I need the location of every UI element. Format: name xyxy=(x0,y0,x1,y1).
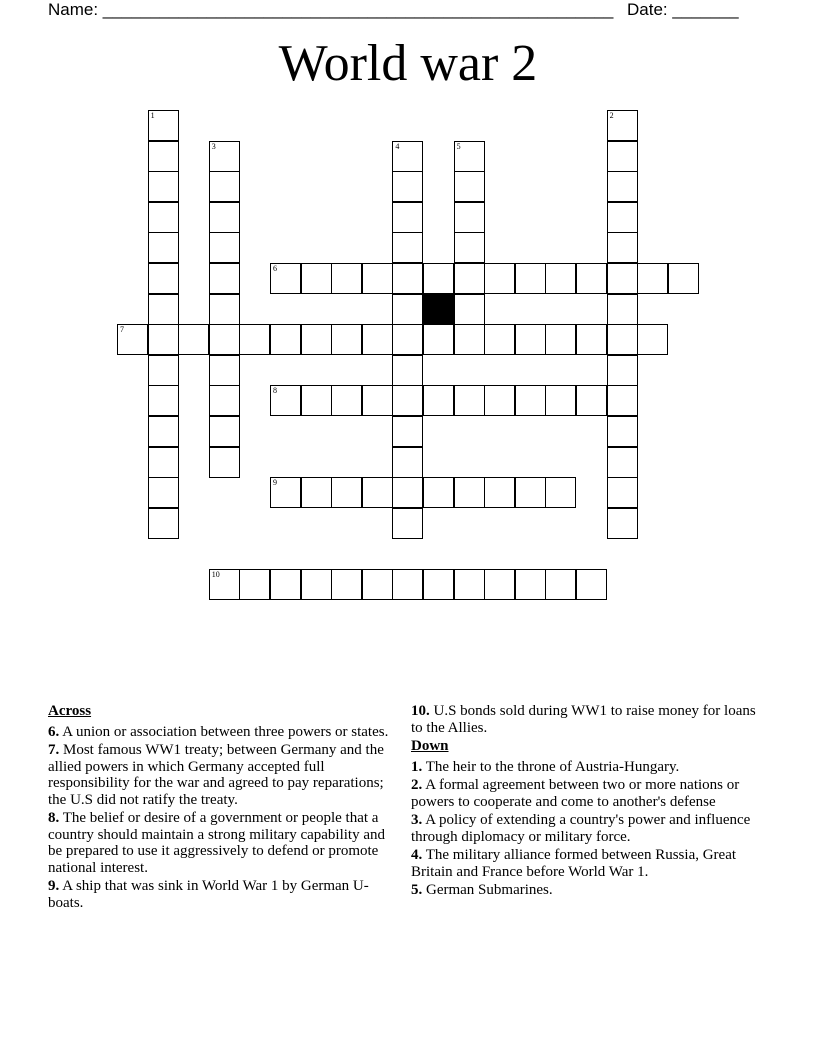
crossword-cell[interactable] xyxy=(515,569,546,600)
crossword-cell[interactable] xyxy=(148,508,179,539)
clue-text: The military alliance formed between Russia, Great Britain and France before World War 1. xyxy=(411,847,737,880)
crossword-cell[interactable] xyxy=(148,385,179,416)
crossword-cell[interactable] xyxy=(392,416,423,447)
clue-text: The belief or desire of a government or people that a country should maintain a strong military capability and be prepared to use it aggressively to defend or promote national interest. xyxy=(48,810,386,876)
crossword-cell[interactable] xyxy=(607,294,638,325)
crossword-cell[interactable] xyxy=(484,569,515,600)
crossword-cell[interactable] xyxy=(301,477,332,508)
clue-number: 4. xyxy=(411,847,423,863)
crossword-cell[interactable] xyxy=(454,232,485,263)
crossword-cell[interactable] xyxy=(576,263,607,294)
crossword-cell[interactable] xyxy=(270,569,301,600)
crossword-cell[interactable] xyxy=(423,324,454,355)
crossword-cell[interactable] xyxy=(148,263,179,294)
clue-down-2 xyxy=(411,777,761,810)
clue-number: 2. xyxy=(411,777,423,793)
crossword-cell[interactable] xyxy=(362,569,393,600)
cell-number: 9 xyxy=(273,478,277,488)
clue-across-10 xyxy=(411,703,761,736)
cell-number: 8 xyxy=(273,386,277,396)
clue-down-5 xyxy=(411,882,761,899)
crossword-cell[interactable] xyxy=(362,324,393,355)
name-field-label[interactable]: Name: ______________________________________________________ xyxy=(48,0,614,19)
cell-number: 1 xyxy=(150,111,155,120)
crossword-cell[interactable] xyxy=(148,202,179,233)
crossword-cell[interactable] xyxy=(484,263,515,294)
crossword-cell[interactable] xyxy=(515,263,546,294)
crossword-cell[interactable] xyxy=(392,355,423,386)
crossword-cell[interactable] xyxy=(209,447,240,478)
crossword-cell[interactable] xyxy=(301,324,332,355)
across-heading: Across xyxy=(48,703,92,719)
clue-text: German Submarines. xyxy=(426,882,553,898)
crossword-cell[interactable] xyxy=(423,477,454,508)
clue-number: 10. xyxy=(411,703,430,719)
crossword-cell[interactable] xyxy=(392,385,423,416)
crossword-cell-1[interactable] xyxy=(148,110,179,141)
crossword-cell[interactable] xyxy=(392,232,423,263)
crossword-cell[interactable] xyxy=(239,569,270,600)
cell-number: 5 xyxy=(456,141,461,151)
clue-across-7 xyxy=(48,742,396,808)
crossword-cell[interactable] xyxy=(178,324,209,355)
crossword-cell[interactable] xyxy=(301,263,332,294)
crossword-cell-7[interactable] xyxy=(117,324,148,355)
crossword-cell[interactable] xyxy=(607,416,638,447)
crossword-cell-6[interactable] xyxy=(270,263,301,294)
crossword-cell[interactable] xyxy=(607,447,638,478)
crossword-cell[interactable] xyxy=(209,385,240,416)
crossword-cell[interactable] xyxy=(392,263,423,294)
crossword-cell[interactable] xyxy=(454,294,485,325)
clue-across-9 xyxy=(48,878,396,911)
crossword-cell[interactable] xyxy=(331,569,362,600)
crossword-cell[interactable] xyxy=(209,416,240,447)
clue-text: The heir to the throne of Austria-Hungary. xyxy=(425,758,680,775)
crossword-cell[interactable] xyxy=(515,477,546,508)
crossword-cell[interactable] xyxy=(515,385,546,416)
clue-text: Most famous WW1 treaty; between Germany and the allied powers in which Germany accepted full responsibility for the war and agreed to pay reparations; the U.S did not ratify the treaty. xyxy=(48,742,384,808)
crossword-cell[interactable] xyxy=(392,202,423,233)
clue-across-6 xyxy=(48,724,396,741)
cell-number: 3 xyxy=(211,141,216,151)
crossword-cell[interactable] xyxy=(392,171,423,202)
crossword-cell[interactable] xyxy=(454,569,485,600)
crossword-cell[interactable] xyxy=(148,294,179,325)
crossword-cell[interactable] xyxy=(148,171,179,202)
clue-number: 9. xyxy=(48,878,60,894)
crossword-cell[interactable] xyxy=(607,324,638,355)
clue-number: 8. xyxy=(48,810,60,826)
crossword-cell[interactable] xyxy=(209,202,240,233)
clue-text: A formal agreement between two or more nations or powers to cooperate and come to another's defense xyxy=(411,777,740,810)
crossword-cell[interactable] xyxy=(637,263,668,294)
down-heading: Down xyxy=(411,738,449,754)
crossword-cell[interactable] xyxy=(607,232,638,263)
crossword-cell[interactable] xyxy=(392,294,423,325)
crossword-cell[interactable] xyxy=(607,141,638,172)
crossword-cell[interactable] xyxy=(148,355,179,386)
crossword-cell[interactable] xyxy=(209,355,240,386)
crossword-cell[interactable] xyxy=(515,324,546,355)
crossword-cell[interactable] xyxy=(484,477,515,508)
crossword-cell[interactable] xyxy=(331,385,362,416)
crossword-cell[interactable] xyxy=(148,232,179,263)
crossword-cell-10[interactable] xyxy=(209,569,240,600)
crossword-cell[interactable] xyxy=(331,477,362,508)
crossword-cell[interactable] xyxy=(209,324,240,355)
crossword-cell[interactable] xyxy=(392,477,423,508)
crossword-cell[interactable] xyxy=(454,171,485,202)
crossword-cell[interactable] xyxy=(331,324,362,355)
crossword-cell-8[interactable] xyxy=(270,385,301,416)
cell-number: 10 xyxy=(211,570,220,579)
crossword-cell[interactable] xyxy=(576,385,607,416)
crossword-cell[interactable] xyxy=(484,385,515,416)
crossword-cell[interactable] xyxy=(607,477,638,508)
crossword-cell[interactable] xyxy=(545,569,576,600)
blocked-cell xyxy=(423,294,454,325)
crossword-cell[interactable] xyxy=(148,324,179,355)
crossword-cell[interactable] xyxy=(607,263,638,294)
clue-number: 5. xyxy=(411,882,423,898)
crossword-cell[interactable] xyxy=(454,324,485,355)
crossword-cell[interactable] xyxy=(668,263,699,294)
crossword-cell[interactable] xyxy=(209,171,240,202)
crossword-cell[interactable] xyxy=(423,385,454,416)
crossword-cell[interactable] xyxy=(576,324,607,355)
crossword-cell-2[interactable] xyxy=(607,110,638,141)
crossword-cell[interactable] xyxy=(484,324,515,355)
crossword-cell[interactable] xyxy=(148,477,179,508)
crossword-cell[interactable] xyxy=(209,263,240,294)
cell-number: 6 xyxy=(273,264,277,273)
crossword-cell[interactable] xyxy=(148,416,179,447)
crossword-cell[interactable] xyxy=(362,385,393,416)
clue-down-4 xyxy=(411,847,761,880)
crossword-cell[interactable] xyxy=(545,477,576,508)
crossword-cell[interactable] xyxy=(423,569,454,600)
crossword-cell[interactable] xyxy=(392,447,423,478)
crossword-cell[interactable] xyxy=(607,171,638,202)
crossword-cell-5[interactable] xyxy=(454,141,485,172)
crossword-cell[interactable] xyxy=(209,294,240,325)
clues-column-left xyxy=(48,703,396,913)
crossword-cell-4[interactable] xyxy=(392,141,423,172)
date-field-label[interactable]: Date: _______ xyxy=(627,0,739,19)
clue-down-3 xyxy=(411,812,761,845)
crossword-cell[interactable] xyxy=(423,263,454,294)
clue-number: 7. xyxy=(48,742,60,758)
clue-text: A union or association between three powers or states. xyxy=(62,723,389,740)
clues-column-right xyxy=(411,703,761,901)
crossword-cell[interactable] xyxy=(148,447,179,478)
crossword-cell[interactable] xyxy=(454,202,485,233)
crossword-cell[interactable] xyxy=(331,263,362,294)
crossword-cell[interactable] xyxy=(362,263,393,294)
cell-number: 7 xyxy=(120,325,124,335)
crossword-cell[interactable] xyxy=(392,324,423,355)
crossword-cell[interactable] xyxy=(545,263,576,294)
crossword-cell[interactable] xyxy=(454,477,485,508)
crossword-cell[interactable] xyxy=(576,569,607,600)
crossword-cell[interactable] xyxy=(607,508,638,539)
crossword-cell[interactable] xyxy=(607,385,638,416)
crossword-cell[interactable] xyxy=(607,355,638,386)
crossword-cell[interactable] xyxy=(362,477,393,508)
crossword-cell[interactable] xyxy=(209,232,240,263)
crossword-cell[interactable] xyxy=(392,569,423,600)
page-title: World war 2 xyxy=(278,35,538,92)
cell-number: 2 xyxy=(609,111,614,120)
clue-down-1 xyxy=(411,759,761,776)
crossword-cell[interactable] xyxy=(239,324,270,355)
crossword-cell[interactable] xyxy=(148,141,179,172)
crossword-cell[interactable] xyxy=(637,324,668,355)
clue-across-8 xyxy=(48,810,396,876)
crossword-cell[interactable] xyxy=(454,385,485,416)
crossword-cell-3[interactable] xyxy=(209,141,240,172)
clue-number: 6. xyxy=(48,723,60,740)
cell-number: 4 xyxy=(395,141,400,151)
crossword-cell[interactable] xyxy=(454,263,485,294)
clue-number: 3. xyxy=(411,812,423,828)
crossword-cell-9[interactable] xyxy=(270,477,301,508)
clue-text: A ship that was sink in World War 1 by German U-boats. xyxy=(48,878,369,911)
crossword-cell[interactable] xyxy=(545,385,576,416)
clue-text: U.S bonds sold during WW1 to raise money for loans to the Allies. xyxy=(411,703,756,736)
clue-text: A policy of extending a country's power and influence through diplomacy or military force. xyxy=(411,812,751,845)
crossword-cell[interactable] xyxy=(392,508,423,539)
crossword-cell[interactable] xyxy=(607,202,638,233)
crossword-cell[interactable] xyxy=(301,569,332,600)
crossword-cell[interactable] xyxy=(270,324,301,355)
crossword-cell[interactable] xyxy=(301,385,332,416)
clue-number: 1. xyxy=(411,758,423,775)
crossword-cell[interactable] xyxy=(545,324,576,355)
